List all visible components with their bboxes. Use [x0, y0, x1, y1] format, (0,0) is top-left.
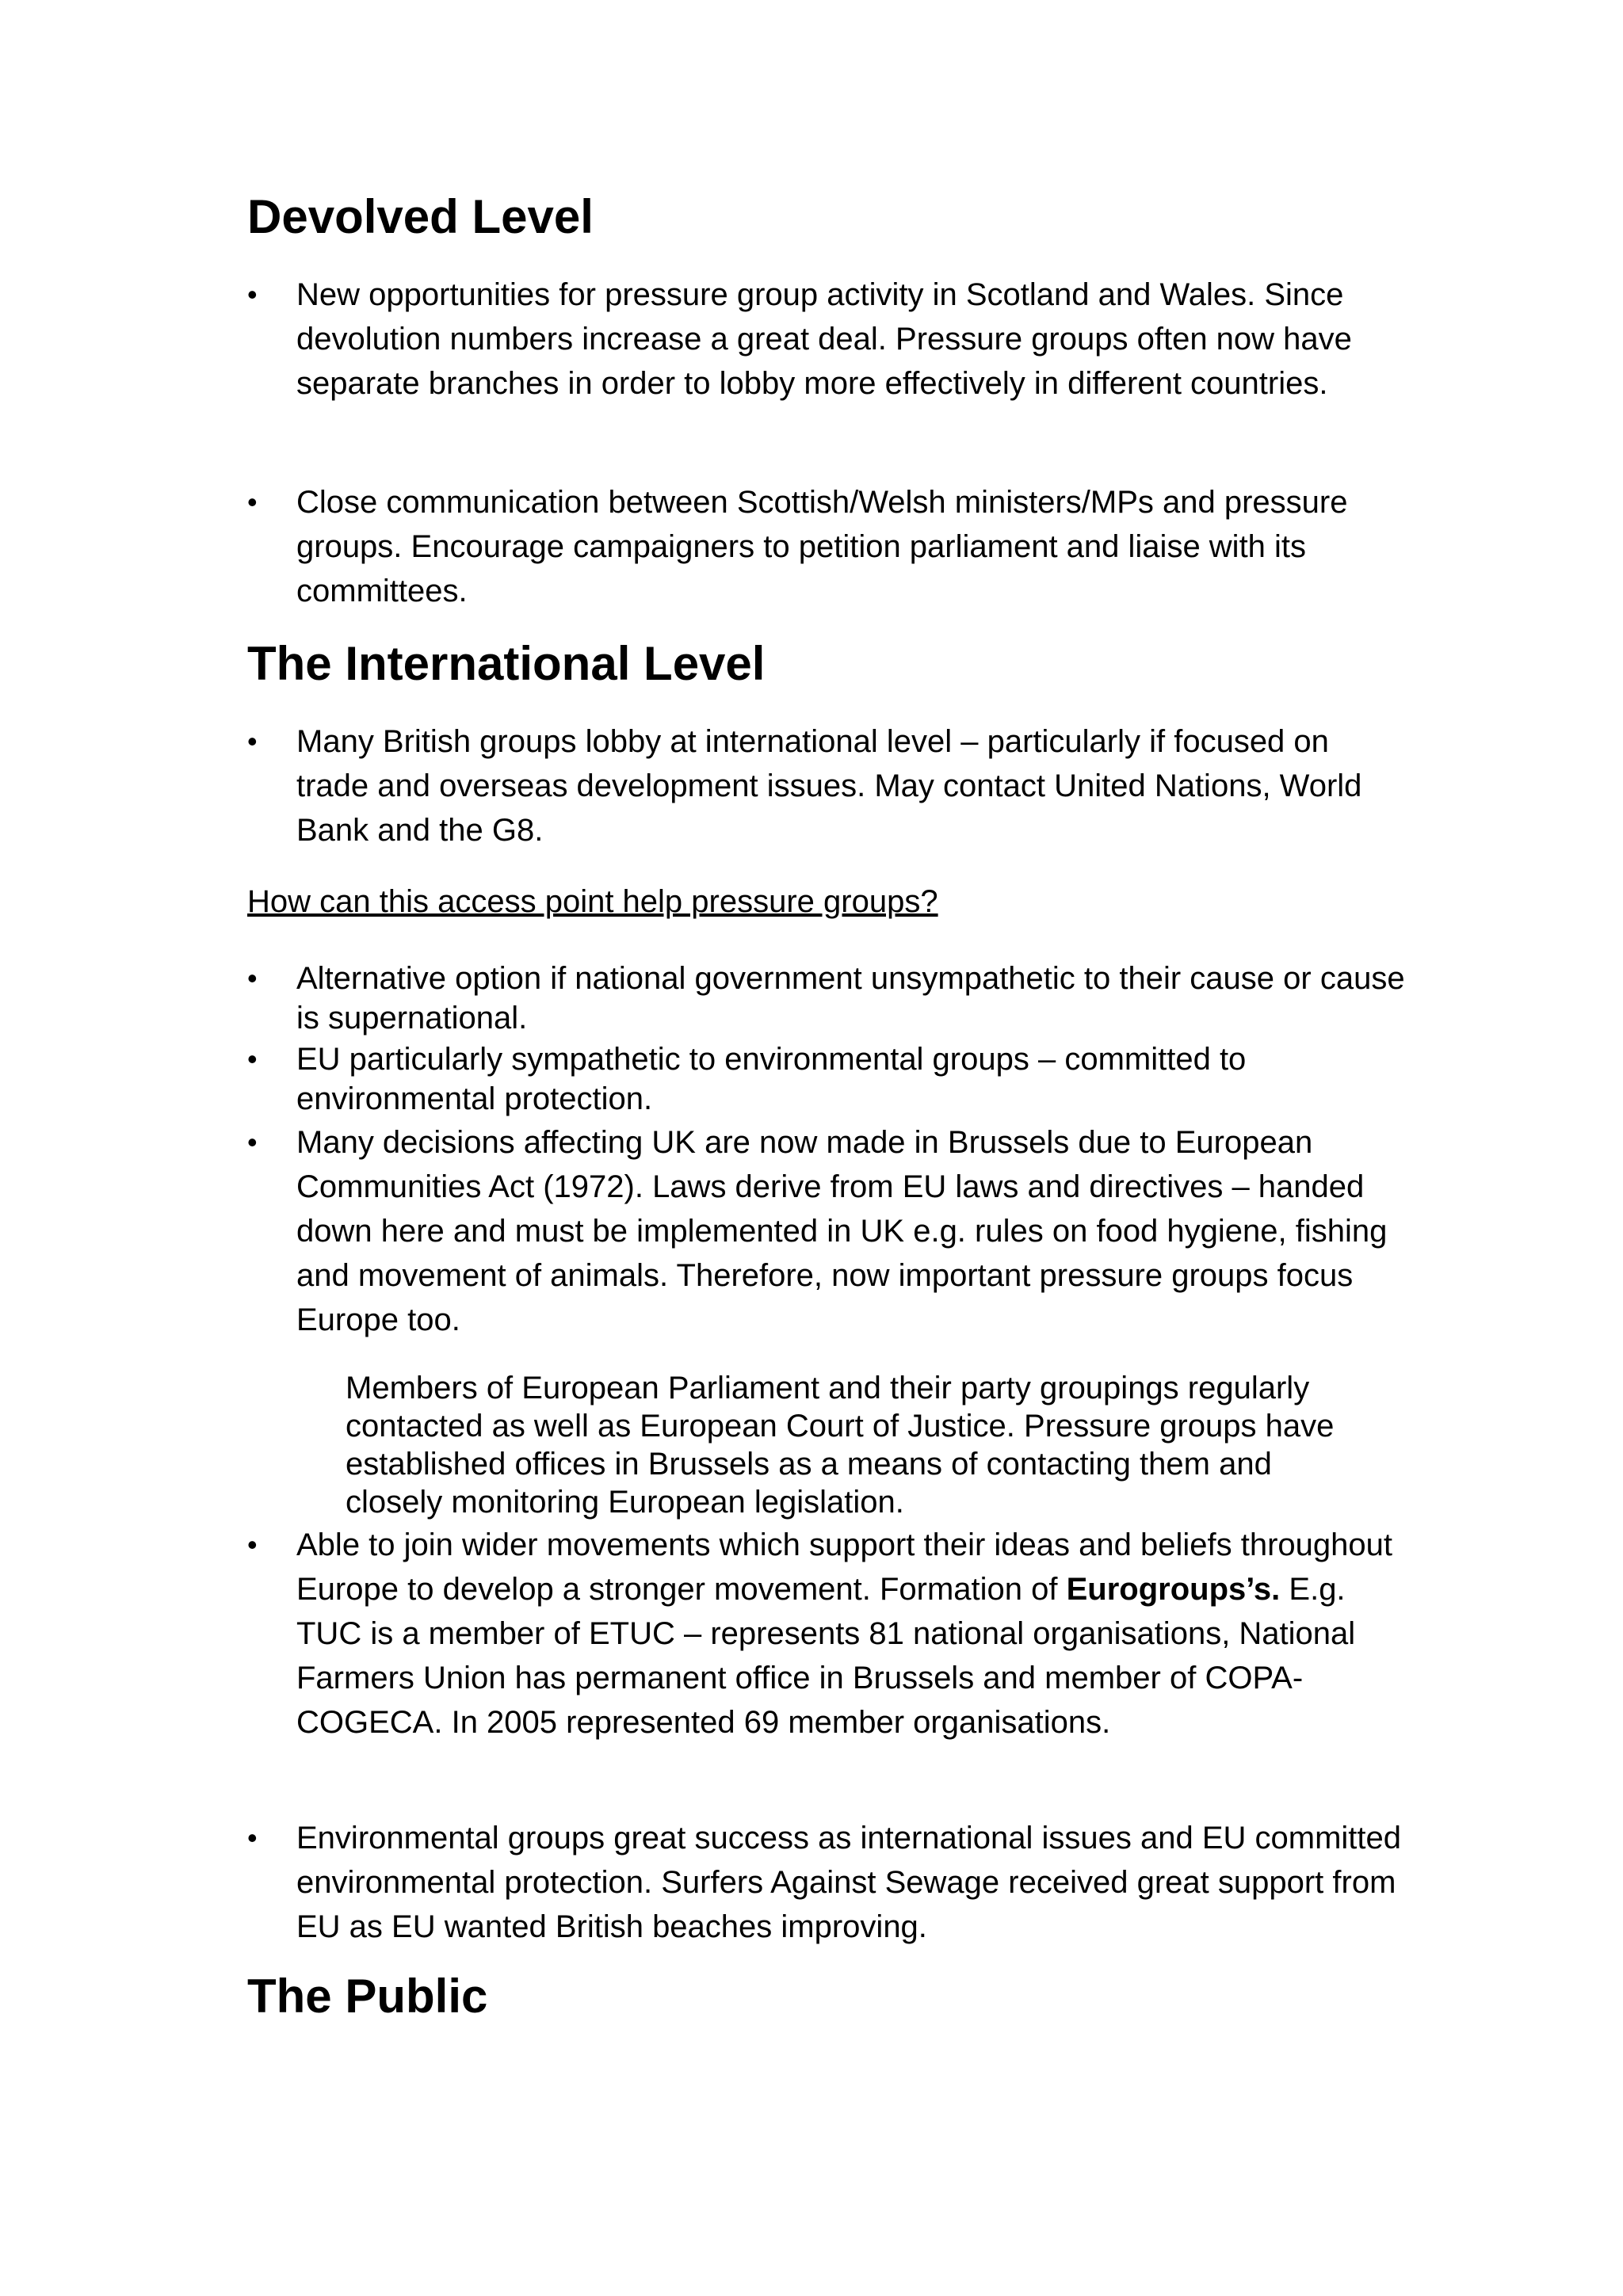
- bullet-text: EU particularly sympathetic to environmental groups – committed to environmental protection.: [296, 1042, 1247, 1116]
- bullet-text-eurogroups: [296, 1523, 1406, 1745]
- indented-paragraph: Members of European Parliament and their party groupings regularly contacted as well as European Court of Justice. Pressure groups have established offices in Brussels as a means of contacting them and closely monitoring European legislation.: [346, 1371, 1335, 1520]
- bullet-text: Many British groups lobby at international level – particularly if focused on trade and overseas development issues. May contact United Nations, World Bank and the G8.: [296, 724, 1362, 848]
- bullet-text: New opportunities for pressure group activity in Scotland and Wales. Since devolution numbers increase a great deal. Pressure groups often now have separate branches in order to lobby more effectively in different countries.: [296, 277, 1352, 401]
- bullet-text: Alternative option if national government unsympathetic to their cause or cause is supernational.: [296, 961, 1405, 1035]
- bullet-icon: •: [247, 278, 258, 311]
- bullet-icon: •: [247, 725, 258, 757]
- bullet-text: Close communication between Scottish/Welsh ministers/MPs and pressure groups. Encourage campaigners to petition parliament and liaise with its committees.: [296, 485, 1348, 608]
- heading-devolved-level: Devolved Level: [247, 190, 594, 243]
- eurogroups-term: Eurogroups’s.: [1066, 1572, 1281, 1607]
- bullet-icon: •: [247, 1821, 258, 1854]
- subheading-access-point: How can this access point help pressure groups?: [247, 884, 938, 919]
- bullet-icon: •: [247, 486, 258, 518]
- bullet-icon: •: [247, 1043, 258, 1075]
- heading-international-level: The International Level: [247, 637, 766, 690]
- bullet-icon: •: [247, 1126, 258, 1158]
- bullet-icon: •: [247, 962, 258, 994]
- bullet-text: Many decisions affecting UK are now made in Brussels due to European Communities Act (1972). Laws derive from EU laws and directives – handed down here and must be implemented in UK e.g. rules on food hygiene, fishing and movement of animals. Therefore, now important pressure groups focus Europe too.: [296, 1125, 1388, 1337]
- bullet-text: Environmental groups great success as international issues and EU committed environmental protection. Surfers Against Sewage received great support from EU as EU wanted British beaches improving.: [296, 1821, 1402, 1944]
- bullet-icon: •: [247, 1528, 258, 1561]
- eurogroups-text-before: Able to join wider movements which support their ideas and beliefs throughout Europe to develop a stronger movement. Formation of: [296, 1527, 1393, 1607]
- heading-the-public: The Public: [247, 1970, 488, 2023]
- eurogroups-text-after: E.g. TUC is a member of ETUC – represents 81 national organisations, National Farmers Union has permanent office in Brussels and member of COPA-COGECA. In 2005 represented 69 member organisations.: [296, 1572, 1356, 1740]
